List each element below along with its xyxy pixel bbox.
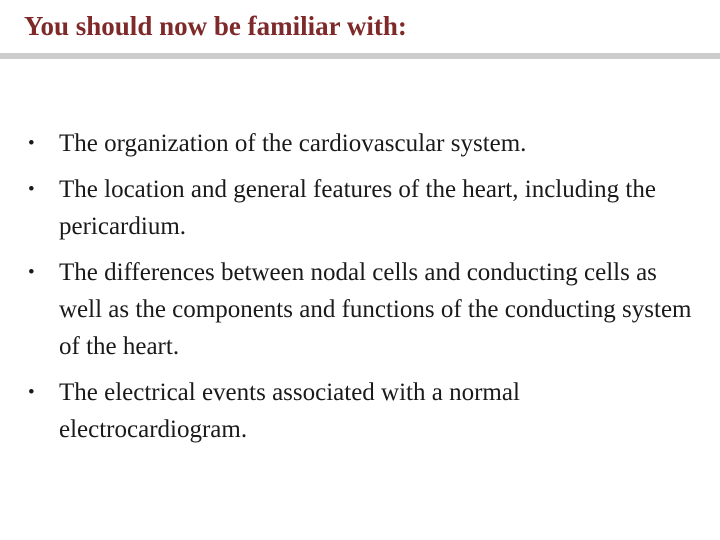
bullet-icon: • (28, 382, 35, 403)
list-item (28, 171, 698, 245)
bullet-text: The location and general features of the heart, including the pericardium. (59, 176, 656, 240)
bullet-icon: • (28, 133, 35, 154)
list-item (28, 125, 698, 162)
bullet-text: The differences between nodal cells and conducting cells as well as the components and functions of the conducting system of the heart. (59, 259, 692, 360)
bullet-icon: • (28, 262, 35, 283)
bullet-text: The organization of the cardiovascular system. (59, 130, 527, 157)
list-item (28, 374, 698, 448)
title-divider (0, 53, 720, 59)
bullet-icon: • (28, 179, 35, 200)
bullet-list (28, 125, 698, 457)
slide-title: You should now be familiar with: (24, 11, 407, 41)
bullet-text: The electrical events associated with a normal electrocardiogram. (59, 379, 520, 443)
list-item (28, 254, 698, 365)
